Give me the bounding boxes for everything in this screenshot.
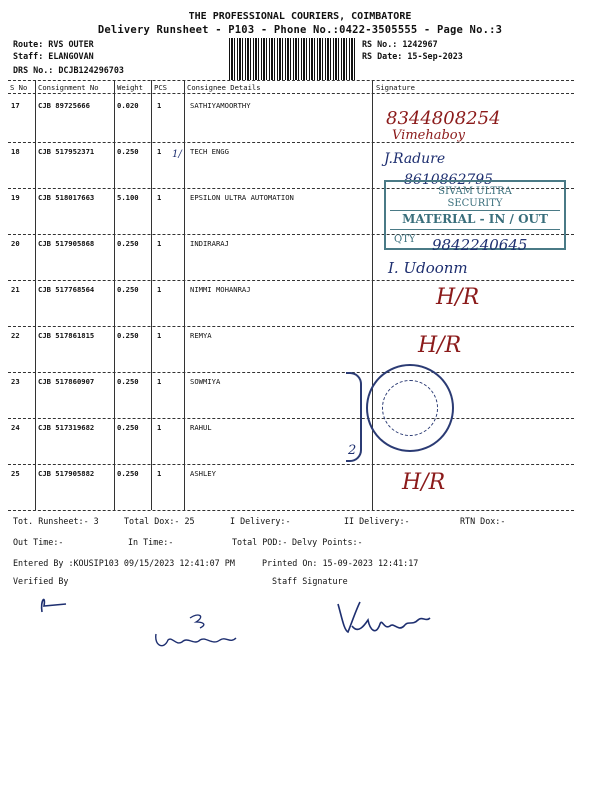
- college-seal: [366, 364, 454, 452]
- stamp-rule: [390, 210, 560, 211]
- handwritten-hr: H/R: [436, 285, 480, 310]
- row-consignee: SOWMIYA: [190, 377, 221, 386]
- table-top-border: [8, 80, 574, 81]
- handwritten-signature: I. Udoonm: [388, 259, 468, 277]
- col-divider: [35, 80, 36, 510]
- col-header-weight: Weight: [117, 83, 143, 92]
- col-header-sno: S No: [10, 83, 28, 92]
- col-header-signature: Signature: [376, 83, 415, 92]
- row-sno: 17: [11, 101, 20, 110]
- handwritten-hr: H/R: [418, 333, 462, 358]
- row-consignee: ASHLEY: [190, 469, 216, 478]
- row-consignment-no: CJB 517768564: [38, 285, 95, 294]
- row-consignee: REMYA: [190, 331, 212, 340]
- row-weight: 0.250: [117, 377, 139, 386]
- row-consignee: NIMMI MOHANRAJ: [190, 285, 251, 294]
- row-weight: 0.020: [117, 101, 139, 110]
- row-consignee: RAHUL: [190, 423, 212, 432]
- row-separator: [8, 142, 574, 143]
- row-sno: 21: [11, 285, 20, 294]
- row-sno: 25: [11, 469, 20, 478]
- row-weight: 0.250: [117, 147, 139, 156]
- row-consignment-no: CJB 517861815: [38, 331, 95, 340]
- staff-signature-label: Staff Signature: [272, 576, 348, 586]
- rtn-dox: RTN Dox:-: [460, 516, 506, 526]
- row-separator: [8, 326, 574, 327]
- row-sno: 20: [11, 239, 20, 248]
- verified-by-label: Verified By: [13, 576, 69, 586]
- staff-label: Staff: ELANGOVAN: [13, 51, 94, 61]
- row-separator: [8, 280, 574, 281]
- staff-signature: [334, 596, 434, 646]
- barcode: [229, 38, 357, 80]
- row-weight: 0.250: [117, 423, 139, 432]
- row-separator: [8, 418, 574, 419]
- row-weight: 0.250: [117, 331, 139, 340]
- tot-runsheet: Tot. Runsheet:- 3: [13, 516, 99, 526]
- col-header-pcs: PCS: [154, 83, 167, 92]
- handwritten-phone: 9842240645: [432, 236, 528, 254]
- row-pcs: 1: [157, 331, 162, 340]
- handwritten-signature: Vimehaboy: [392, 128, 465, 143]
- total-pod: Total POD:-: [232, 537, 288, 547]
- printed-on: Printed On: 15-09-2023 12:41:17: [262, 558, 419, 568]
- row-separator: [8, 464, 574, 465]
- col-divider: [184, 80, 185, 510]
- staff-signature-mark: [150, 606, 240, 654]
- entered-by: Entered By :KOUSIP103 09/15/2023 12:41:07 PM: [13, 558, 235, 568]
- row-sno: 24: [11, 423, 20, 432]
- row-consignment-no: CJB 89725666: [38, 101, 90, 110]
- stamp-line: MATERIAL - IN / OUT: [402, 212, 548, 226]
- verifier-signature: [30, 590, 80, 616]
- company-title: THE PROFESSIONAL COURIERS, COIMBATORE: [188, 11, 412, 22]
- row-consignment-no: CJB 517905868: [38, 239, 95, 248]
- header-bottom-border: [8, 93, 574, 94]
- handwritten-mark: 1/: [172, 149, 182, 160]
- row-weight: 0.250: [117, 469, 139, 478]
- in-time: In Time:-: [128, 537, 174, 547]
- row-pcs: 1: [157, 239, 162, 248]
- row-sno: 22: [11, 331, 20, 340]
- row-consignee: SATHIYAMOORTHY: [190, 101, 251, 110]
- total-dox: Total Dox:- 25: [124, 516, 195, 526]
- handwritten-mark: 2: [348, 443, 357, 458]
- row-consignment-no: CJB 517952371: [38, 147, 95, 156]
- row-weight: 5.100: [117, 193, 139, 202]
- col-divider: [114, 80, 115, 510]
- row-consignee: TECH ENGG: [190, 147, 229, 156]
- row-weight: 0.250: [117, 239, 139, 248]
- i-delivery: I Delivery:-: [230, 516, 291, 526]
- col-divider: [151, 80, 152, 510]
- drs-number: DRS No.: DCJB124296703: [13, 65, 124, 75]
- col-header-consignee: Consignee Details: [187, 83, 261, 92]
- ii-delivery: II Delivery:-: [344, 516, 410, 526]
- handwritten-phone: 8344808254: [386, 108, 501, 129]
- row-sno: 18: [11, 147, 20, 156]
- row-pcs: 1: [157, 101, 162, 110]
- row-pcs: 1: [157, 377, 162, 386]
- handwritten-hr: H/R: [402, 470, 446, 495]
- stamp-line: SECURITY: [447, 198, 503, 209]
- handwritten-phone: 8610862795: [404, 172, 494, 188]
- stamp-qty: QTY: [394, 234, 416, 245]
- route-label: Route: RVS OUTER: [13, 39, 94, 49]
- col-header-consignment: Consignment No: [38, 83, 99, 92]
- row-separator: [8, 372, 574, 373]
- stamp-rule: [390, 229, 560, 230]
- row-consignment-no: CJB 518017663: [38, 193, 95, 202]
- row-consignment-no: CJB 517905882: [38, 469, 95, 478]
- row-pcs: 1: [157, 285, 162, 294]
- row-consignment-no: CJB 517860907: [38, 377, 95, 386]
- row-consignment-no: CJB 517319682: [38, 423, 95, 432]
- row-pcs: 1: [157, 423, 162, 432]
- row-pcs: 1: [157, 147, 162, 156]
- handwritten-signature: J.Radure: [384, 151, 446, 167]
- row-pcs: 1: [157, 193, 162, 202]
- col-divider: [372, 80, 373, 510]
- runsheet-subtitle: Delivery Runsheet - P103 - Phone No.:0422-3505555 - Page No.:3: [97, 24, 503, 36]
- rs-date: RS Date: 15-Sep-2023: [362, 51, 463, 61]
- row-sno: 23: [11, 377, 20, 386]
- rs-number: RS No.: 1242967: [362, 39, 438, 49]
- out-time: Out Time:-: [13, 537, 64, 547]
- row-pcs: 1: [157, 469, 162, 478]
- delvy-points: Delvy Points:-: [292, 537, 363, 547]
- table-bottom-border: [8, 510, 574, 511]
- row-sno: 19: [11, 193, 20, 202]
- row-weight: 0.250: [117, 285, 139, 294]
- row-consignee: EPSILON ULTRA AUTOMATION: [190, 193, 294, 202]
- row-consignee: INDIRARAJ: [190, 239, 229, 248]
- stamp-line: SIVAM ULTRA: [438, 186, 512, 197]
